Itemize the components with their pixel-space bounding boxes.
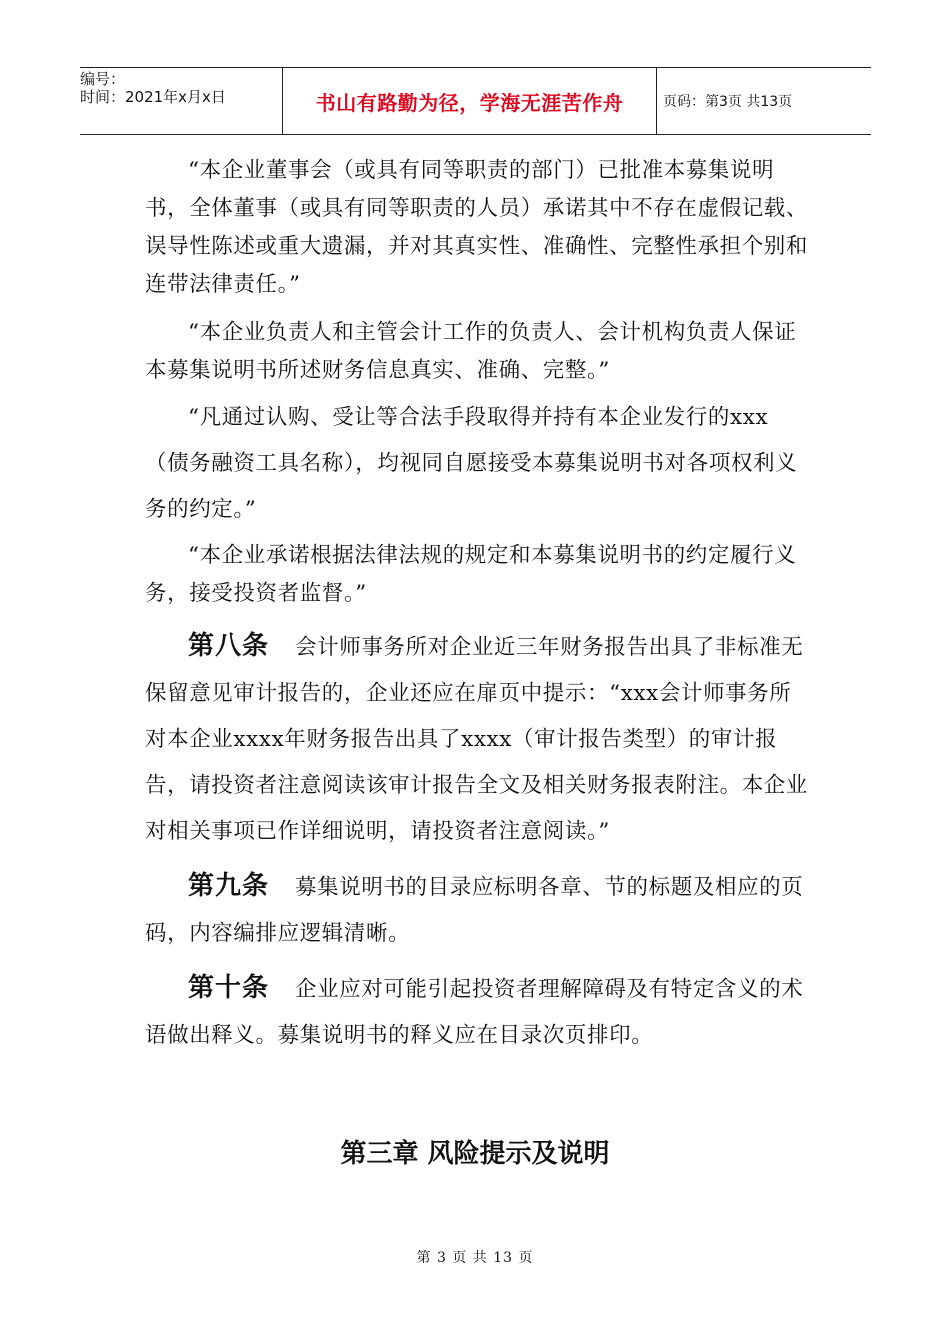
article-text: 募集说明书的目录应标明各章、节的标题及相应的页码，内容编排应逻辑清晰。 xyxy=(145,875,804,946)
header-page-cell xyxy=(657,68,871,134)
header-motto-cell xyxy=(282,68,657,134)
article-text: 会计师事务所对企业近三年财务报告出具了非标准无保留意见审计报告的，企业还应在扉页中提示：“xxx会计师事务所对本企业xxxx年财务报告出具了xxxx（审计报告类型）的审计报告，请投资者注意阅读该审计报告全文及相关财务报表附注。本企业对相关事项已作详细说明，请投资者注意阅读。” xyxy=(145,635,809,844)
article-9 xyxy=(145,863,810,957)
quote-paragraph: “凡通过认购、受让等合法手段取得并持有本企业发行的xxx（债务融资工具名称），均视同自愿接受本募集说明书对各项权利义务的约定。” xyxy=(145,405,798,522)
article-8 xyxy=(145,623,810,855)
article-10 xyxy=(145,965,810,1059)
article-text: 企业应对可能引起投资者理解障碍及有特定含义的术语做出释义。募集说明书的释义应在目录次页排印。 xyxy=(145,977,804,1048)
quote-paragraph: “本企业董事会（或具有同等职责的部门）已批准本募集说明书，全体董事（或具有同等职责的人员）承诺其中不存在虚假记载、误导性陈述或重大遗漏，并对其真实性、准确性、完整性承担个别和连带法律责任。” xyxy=(145,158,809,297)
article-title: 第九条 xyxy=(188,871,270,901)
quote-paragraph: “本企业负责人和主管会计工作的负责人、会计机构负责人保证本募集说明书所述财务信息真实、准确、完整。” xyxy=(145,320,797,383)
header-meta xyxy=(80,68,282,134)
header-motto: 书山有路勤为径，学海无涯苦作舟 xyxy=(315,90,624,115)
page-footer: 第 3 页 共 13 页 xyxy=(416,1250,534,1266)
document-body xyxy=(145,152,810,1059)
article-title: 第八条 xyxy=(188,631,270,661)
article-title: 第十条 xyxy=(188,973,270,1003)
header-page-info: 页码：第3页 共13页 xyxy=(663,94,793,110)
document-number-label: 编号： xyxy=(80,70,126,88)
chapter-heading: 第三章 风险提示及说明 xyxy=(340,1139,610,1169)
page-header xyxy=(80,67,871,135)
document-date: 时间：2021年x月x日 xyxy=(80,88,226,106)
quote-paragraph: “本企业承诺根据法律法规的规定和本募集说明书的约定履行义务，接受投资者监督。” xyxy=(145,543,797,606)
